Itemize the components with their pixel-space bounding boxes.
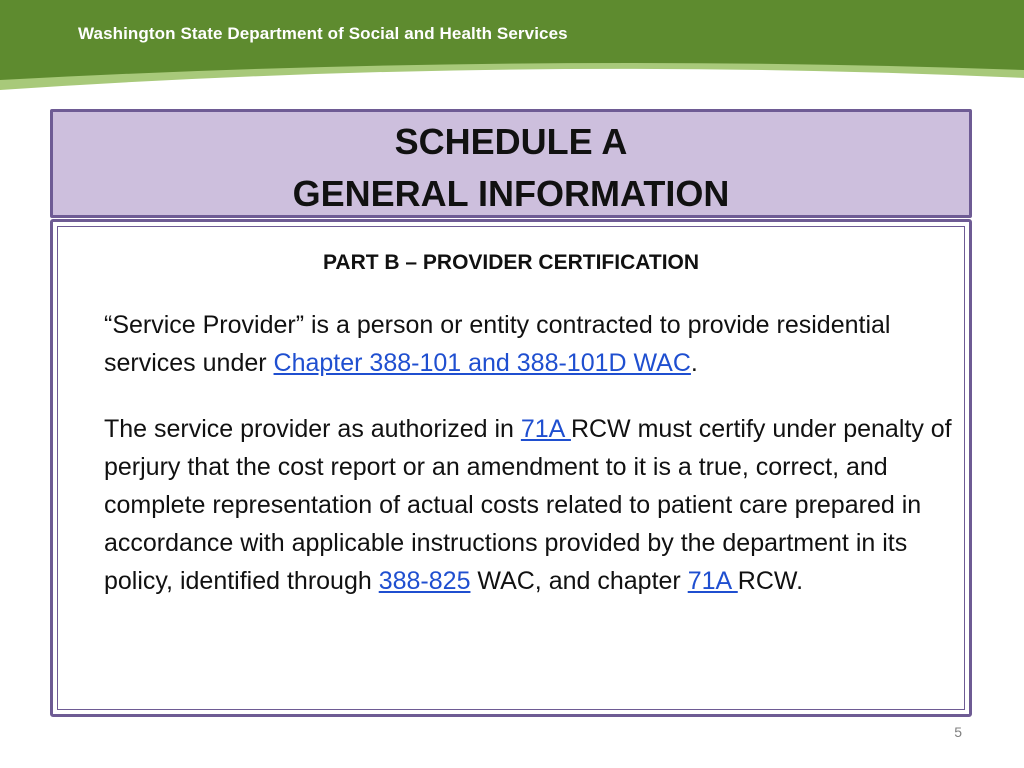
slide-title-line-2: GENERAL INFORMATION bbox=[292, 173, 730, 214]
wac-388-825-link[interactable]: 388-825 bbox=[378, 567, 471, 595]
p1-text-2: . bbox=[690, 349, 698, 377]
wac-chapter-link[interactable]: Chapter 388-101 and 388-101D WAC bbox=[273, 349, 691, 377]
agency-name: Washington State Department of Social and Health Services bbox=[78, 24, 568, 43]
rcw-71a-link[interactable]: 71A bbox=[520, 415, 571, 443]
service-provider-paragraph bbox=[104, 306, 964, 382]
page-number: 5 bbox=[954, 724, 962, 740]
content-box bbox=[50, 219, 972, 717]
p1-text-1: “Service Provider” is a person or entity contracted to provide residential services under bbox=[104, 311, 891, 377]
p2-text-2: RCW must certify under penalty of perjury that the cost report or an amendment to it is a true, correct, and complete representation of actual costs related to patient care prepared in accordance with applicable instructions provided by the department in its policy, identified through bbox=[104, 415, 952, 595]
p2-text-3: WAC, and chapter bbox=[470, 567, 688, 595]
p2-text-1: The service provider as authorized in bbox=[104, 415, 521, 443]
title-box bbox=[50, 109, 972, 218]
content-inner-frame bbox=[57, 226, 965, 710]
certification-paragraph bbox=[104, 410, 964, 600]
p2-text-4: RCW. bbox=[737, 567, 804, 595]
header-banner bbox=[0, 0, 1024, 90]
rcw-71a-chapter-link[interactable]: 71A bbox=[687, 567, 738, 595]
part-heading: PART B – PROVIDER CERTIFICATION bbox=[322, 251, 700, 274]
slide-title-line-1: SCHEDULE A bbox=[394, 121, 628, 162]
banner-graphic bbox=[0, 0, 1024, 90]
